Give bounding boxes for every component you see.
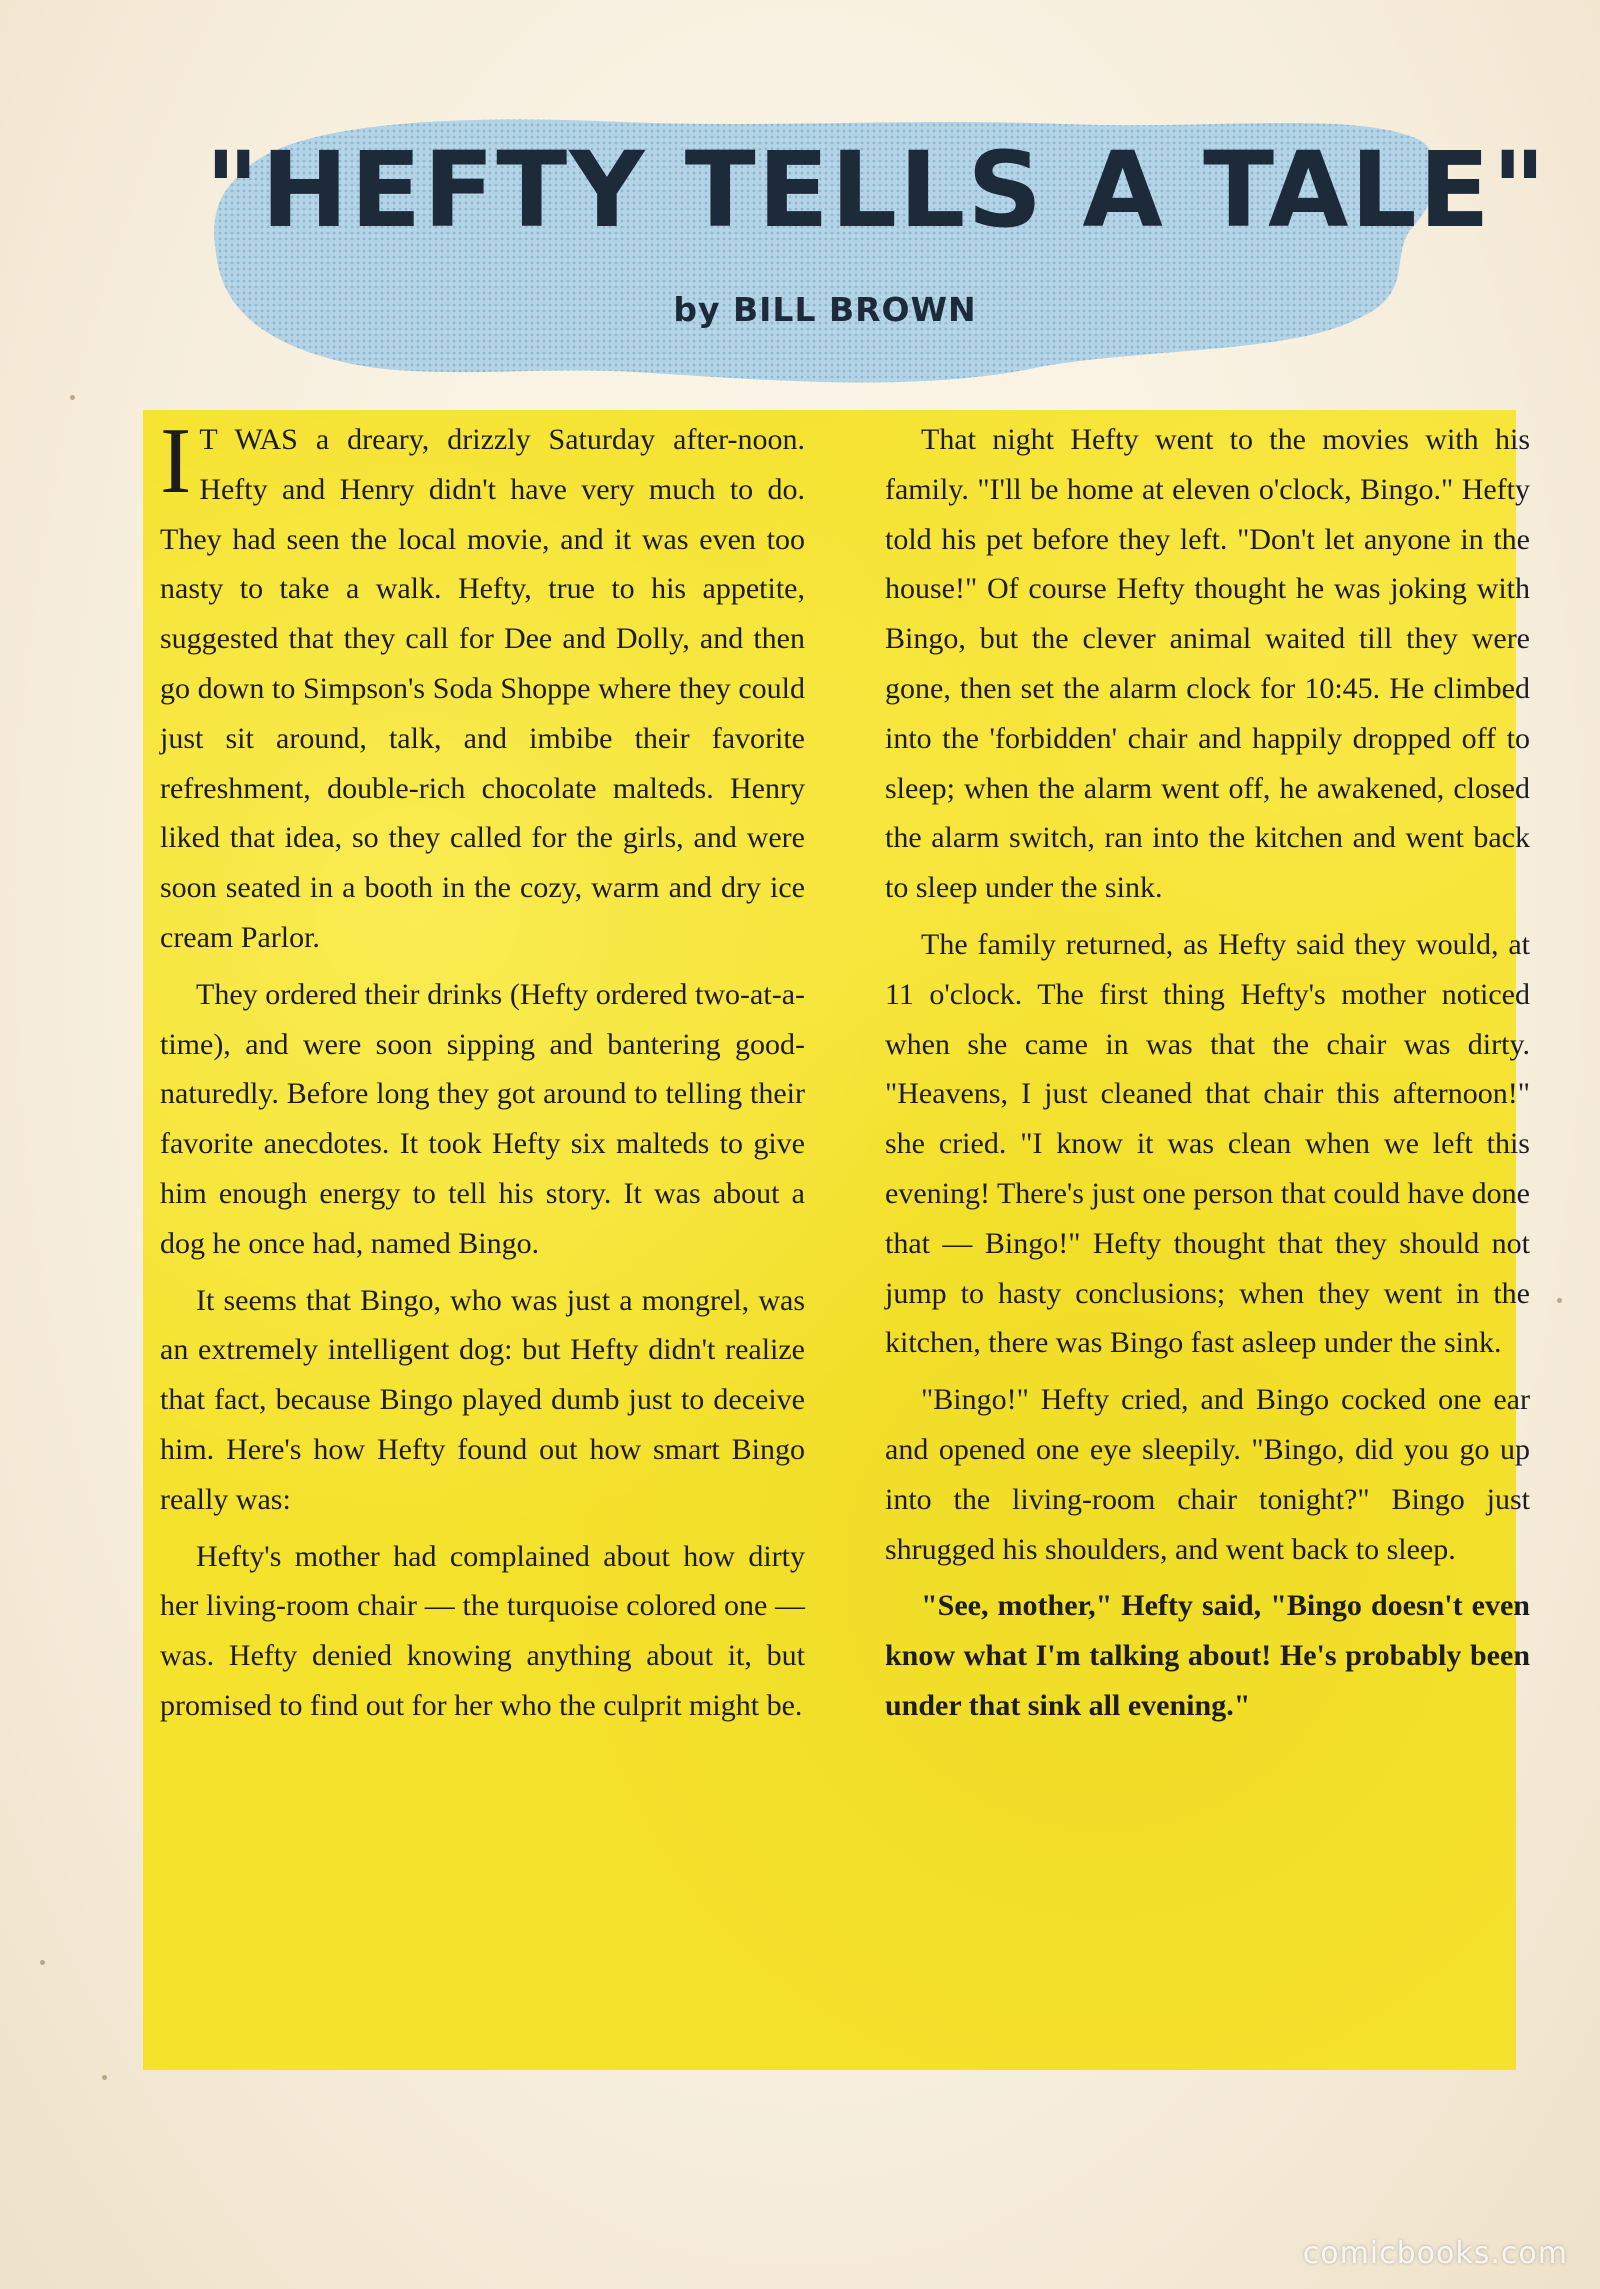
story-paragraph: They ordered their drinks (Hefty ordered two-at-a-time), and were soon sipping and bantering good-naturedly. Before long they got around to telling their favorite anecdotes. It took Hefty six malteds to give him enough energy to tell his story. It was about a dog he once had, named Bingo. [160,977,805,1260]
story-paragraph [160,409,805,963]
story-byline: by BILL BROWN [673,290,977,329]
paper-speck [102,2075,107,2080]
drop-cap: I [160,409,192,513]
watermark: comicbooks.com [1302,2236,1568,2271]
paragraph-text: T WAS a dreary, drizzly Saturday after-noon. Hefty and Henry didn't have very much to do. They had seen the local movie, and it was even too nasty to take a walk. Hefty, true to his appetite, suggested that they call for Dee and Dolly, and then go down to Simpson's Soda Shoppe where they could just sit around, talk, and imbibe their favorite refreshment, double-rich chocolate malteds. Henry liked that idea, so they called for the girls, and were soon seated in a booth in the cozy, warm and dry ice cream Parlor. [160,423,805,954]
story-column-right [885,415,1530,1738]
story-paragraph: Hefty's mother had complained about how dirty her living-room chair — the turquoise colored one — was. Hefty denied knowing anything about it, but promised to find out for her who the culprit might be. [160,1539,805,1722]
story-column-left [160,409,805,1738]
paper-speck [40,1960,45,1965]
paper-speck [70,395,75,400]
story-paragraph: "See, mother," Hefty said, "Bingo doesn't even know what I'm talking about! He's probably been under that sink all evening." [885,1589,1530,1722]
story-title: "HEFTY TELLS A TALE" [205,129,1548,251]
story-paragraph: "Bingo!" Hefty cried, and Bingo cocked one ear and opened one eye sleepily. "Bingo, did you go up into the living-room chair tonight?" Bingo just shrugged his shoulders, and went back to sleep. [885,1383,1530,1566]
story-paragraph: It seems that Bingo, who was just a mongrel, was an extremely intelligent dog: but Hefty didn't realize that fact, because Bingo played dumb just to deceive him. Here's how Hefty found out how smart Bingo really was: [160,1283,805,1516]
paper-speck [1557,1298,1562,1303]
story-paragraph: The family returned, as Hefty said they would, at 11 o'clock. The first thing Hefty's mother noticed when she came in was that the chair was dirty. "Heavens, I just cleaned that chair this afternoon!" she cried. "I know it was clean when we left this evening! There's just one person that could have done that — Bingo!" Hefty thought that they should not jump to hasty conclusions; when they went in the kitchen, there was Bingo fast asleep under the sink. [885,927,1530,1360]
story-paragraph: That night Hefty went to the movies with his family. "I'll be home at eleven o'clock, Bingo." Hefty told his pet before they left. "Don't let anyone in the house!" Of course Hefty thought he was joking with Bingo, but the clever animal waited till they were gone, then set the alarm clock for 10:45. He climbed into the 'forbidden' chair and happily dropped off to sleep; when the alarm went off, he awakened, closed the alarm switch, ran into the kitchen and went back to sleep under the sink. [885,423,1530,905]
